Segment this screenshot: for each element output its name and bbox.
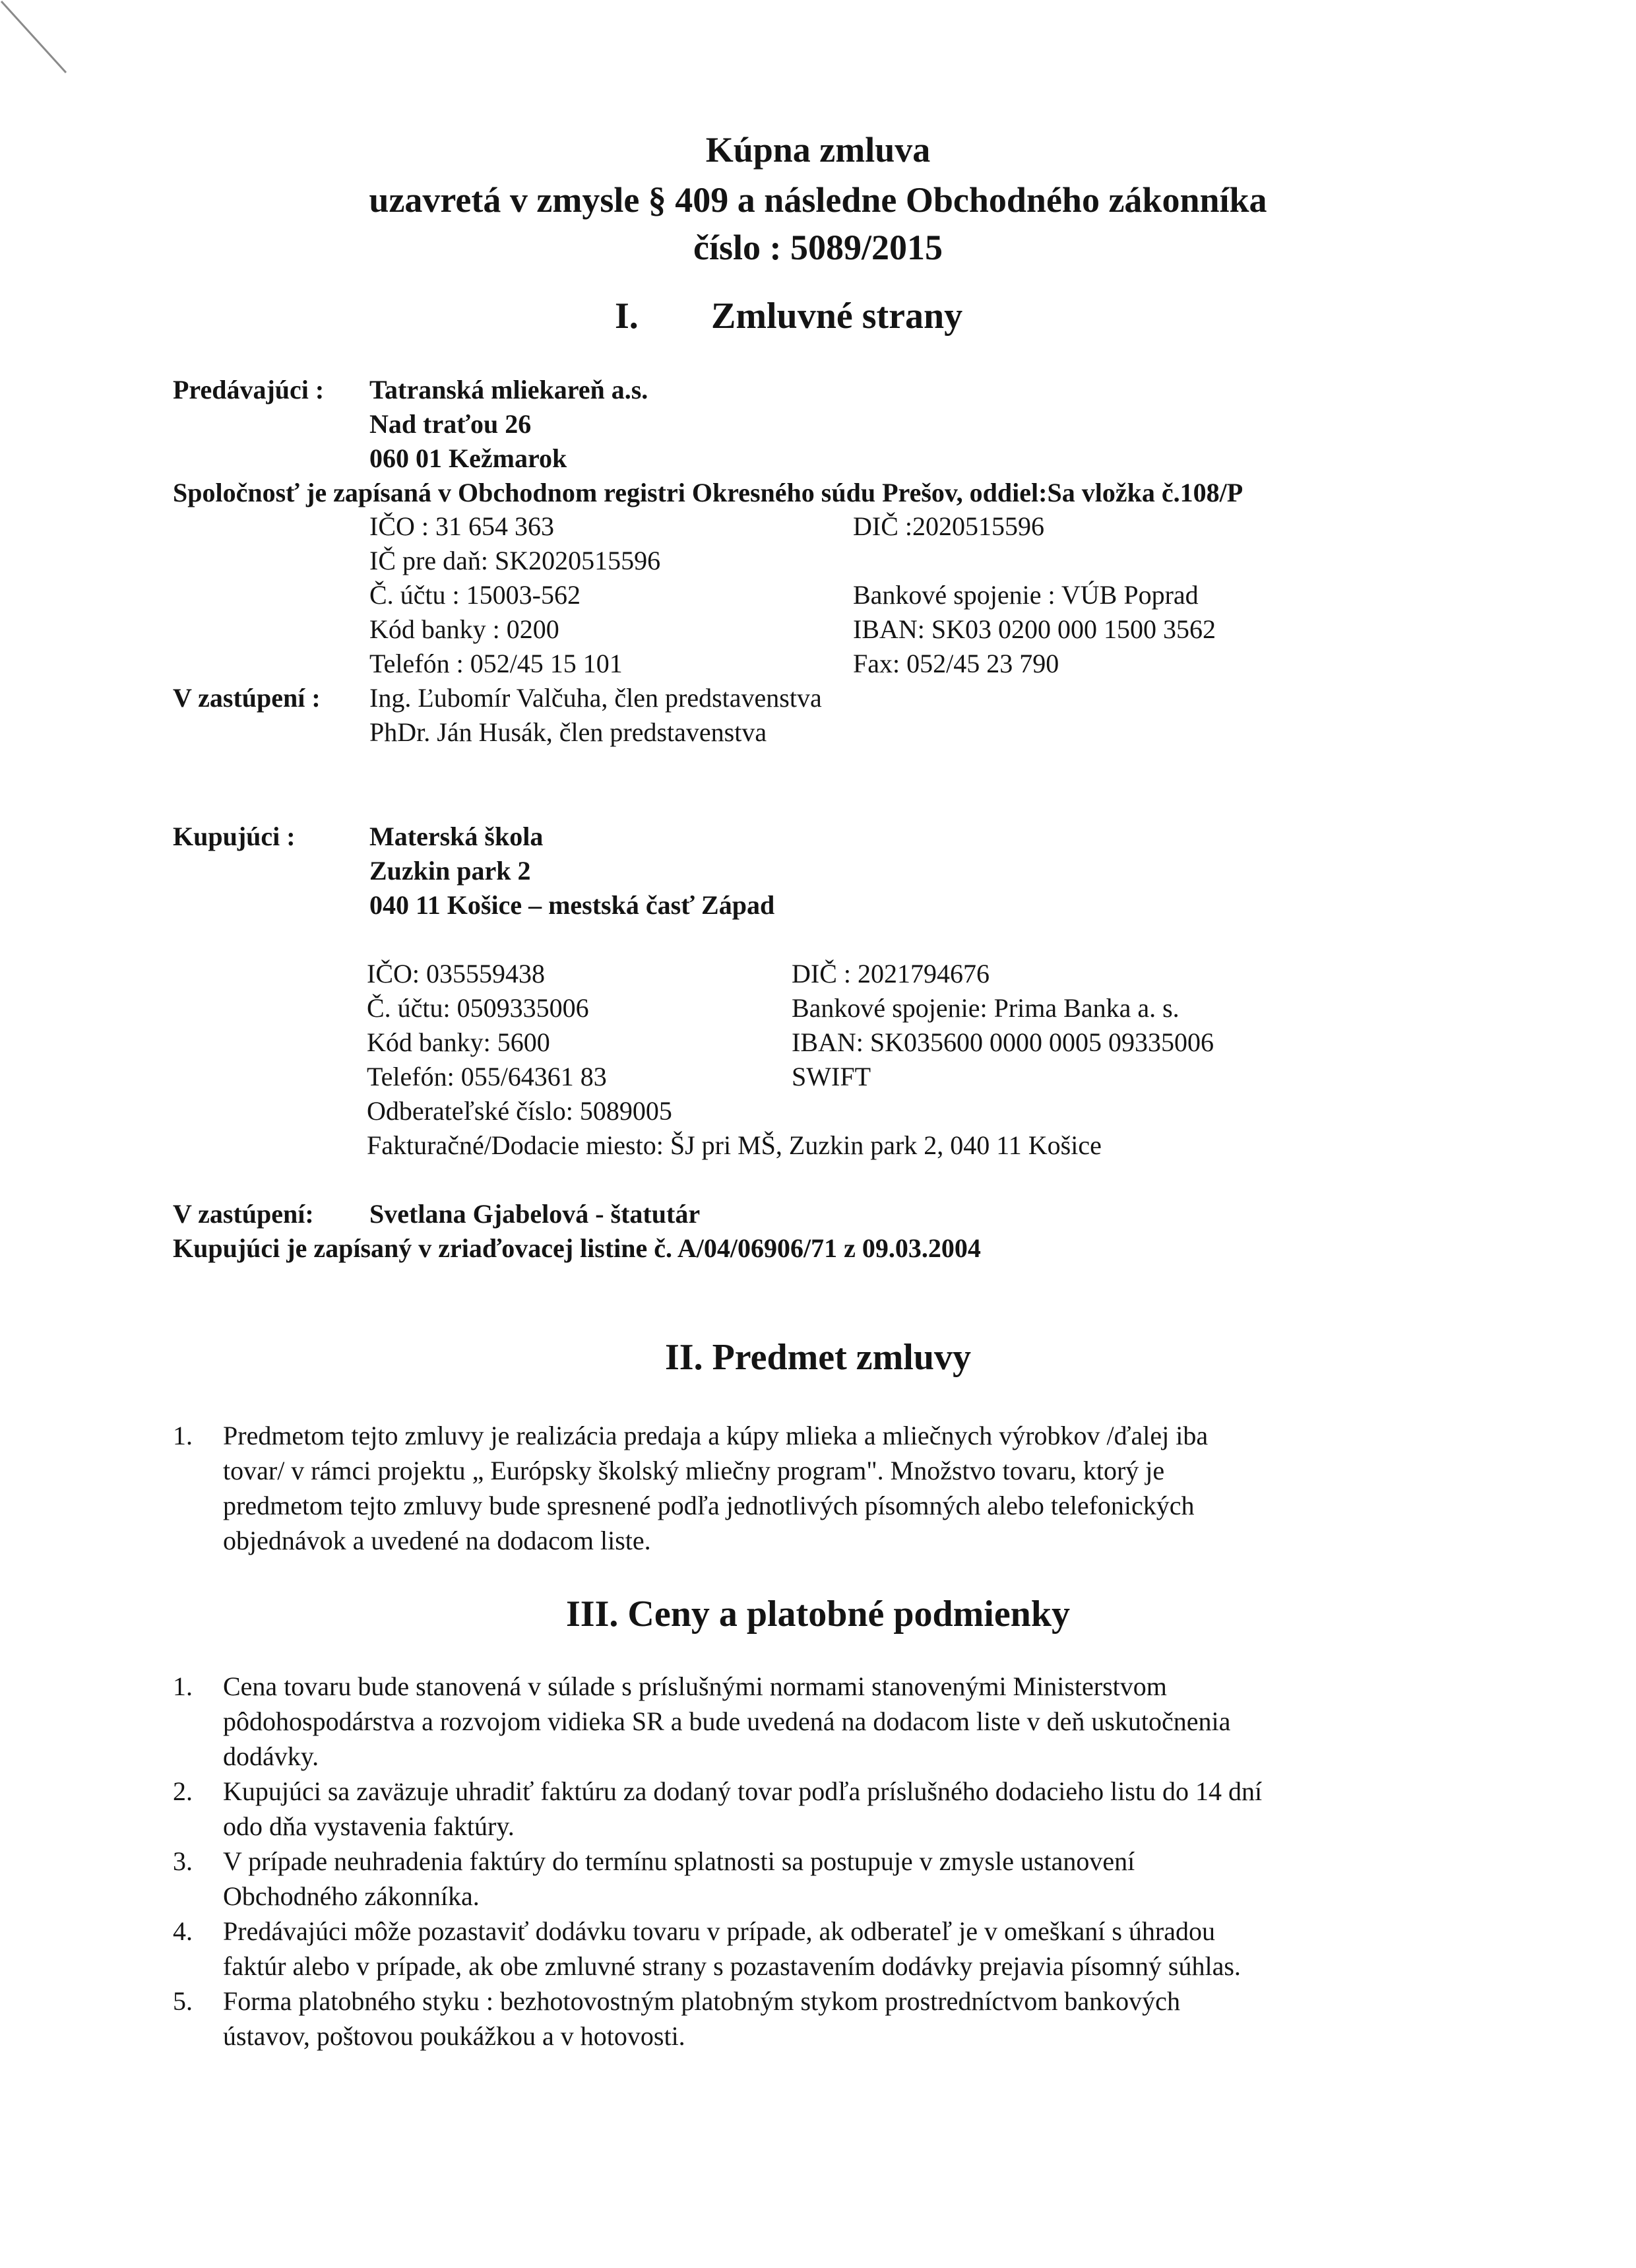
item-line: Kupujúci sa zaväzuje uhradiť faktúru za dodaný tovar podľa príslušného dodacieho listu do 14 dní xyxy=(223,1776,1263,1806)
item-line: ústavov, poštovou poukážkou a v hotovosti. xyxy=(223,2021,685,2051)
seller-rep-2: PhDr. Ján Husák, člen predstavenstva xyxy=(369,717,767,747)
section-3-heading: III. Ceny a platobné podmienky xyxy=(566,1594,1070,1635)
document-title: Kúpna zmluva xyxy=(705,130,931,170)
buyer-account: Č. účtu: 0509335006 xyxy=(367,993,589,1023)
buyer-iban: IBAN: SK035600 0000 0005 09335006 xyxy=(792,1027,1214,1057)
buyer-swift: SWIFT xyxy=(792,1062,871,1091)
seller-ic-dph: IČ pre daň: SK2020515596 xyxy=(369,546,661,575)
item-line: faktúr alebo v prípade, ak obe zmluvné strany s pozastavením dodávky prejavia písomný súhlas. xyxy=(223,1951,1241,1981)
buyer-ico: IČO: 035559438 xyxy=(367,959,545,988)
seller-rep-label: V zastúpení : xyxy=(173,683,321,713)
buyer-customer-number: Odberateľské číslo: 5089005 xyxy=(367,1096,672,1126)
buyer-delivery-place: Fakturačné/Dodacie miesto: ŠJ pri MŠ, Zuzkin park 2, 040 11 Košice xyxy=(367,1130,1102,1160)
document-subtitle: uzavretá v zmysle § 409 a následne Obchodného zákonníka xyxy=(369,180,1267,220)
seller-phone: Telefón : 052/45 15 101 xyxy=(369,649,623,678)
buyer-rep: Svetlana Gjabelová - štatutár xyxy=(369,1199,701,1229)
buyer-bank-code: Kód banky: 5600 xyxy=(367,1027,550,1057)
item-number: 1. xyxy=(173,1671,193,1701)
seller-iban: IBAN: SK03 0200 000 1500 3562 xyxy=(853,614,1216,644)
item-line: objednávok a uvedené na dodacom liste. xyxy=(223,1526,651,1555)
item-line: V prípade neuhradenia faktúry do termínu splatnosti sa postupuje v zmysle ustanovení xyxy=(223,1846,1135,1876)
item-line: tovar/ v rámci projektu „ Európsky školský mliečny program". Množstvo tovaru, ktorý je xyxy=(223,1456,1165,1485)
item-line: odo dňa vystavenia faktúry. xyxy=(223,1811,515,1841)
seller-ico: IČO : 31 654 363 xyxy=(369,511,554,541)
seller-city: 060 01 Kežmarok xyxy=(369,443,567,473)
item-number: 2. xyxy=(173,1776,193,1806)
buyer-registry: Kupujúci je zapísaný v zriaďovacej listine č. A/04/06906/71 z 09.03.2004 xyxy=(173,1233,981,1263)
seller-registry: Spoločnosť je zapísaná v Obchodnom registri Okresného súdu Prešov, oddiel:Sa vložka č.108/P xyxy=(173,478,1243,507)
seller-fax: Fax: 052/45 23 790 xyxy=(853,649,1059,678)
buyer-street: Zuzkin park 2 xyxy=(369,856,531,886)
item-line: Forma platobného styku : bezhotovostným platobným stykom prostredníctvom bankových xyxy=(223,1986,1180,2016)
item-line: Predávajúci môže pozastaviť dodávku tovaru v prípade, ak odberateľ je v omeškaní s úhradou xyxy=(223,1916,1215,1946)
item-line: predmetom tejto zmluvy bude spresnené podľa jednotlivých písomných alebo telefonických xyxy=(223,1491,1195,1520)
seller-name: Tatranská mliekareň a.s. xyxy=(369,375,648,405)
section-1-numeral: I. xyxy=(615,296,639,337)
section-2-heading: II. Predmet zmluvy xyxy=(665,1337,971,1378)
buyer-name: Materská škola xyxy=(369,822,544,851)
item-number: 1. xyxy=(173,1421,193,1450)
buyer-bank: Bankové spojenie: Prima Banka a. s. xyxy=(792,993,1180,1023)
buyer-rep-label: V zastúpení: xyxy=(173,1199,314,1229)
item-number: 3. xyxy=(173,1846,193,1876)
item-line: Cena tovaru bude stanovená v súlade s príslušnými normami stanovenými Ministerstvom xyxy=(223,1671,1167,1701)
item-number: 4. xyxy=(173,1916,193,1946)
buyer-label: Kupujúci : xyxy=(173,822,296,851)
seller-label: Predávajúci : xyxy=(173,375,325,405)
seller-rep-1: Ing. Ľubomír Valčuha, člen predstavenstva xyxy=(369,683,822,713)
seller-account: Č. účtu : 15003-562 xyxy=(369,580,581,610)
item-line: pôdohospodárstva a rozvojom vidieka SR a bude uvedená na dodacom liste v deň uskutočnenia xyxy=(223,1706,1231,1736)
item-line: Obchodného zákonníka. xyxy=(223,1881,480,1911)
buyer-city: 040 11 Košice – mestská časť Západ xyxy=(369,890,775,920)
item-line: Predmetom tejto zmluvy je realizácia predaja a kúpy mlieka a mliečnych výrobkov /ďalej iba xyxy=(223,1421,1209,1450)
seller-street: Nad traťou 26 xyxy=(369,409,532,439)
item-number: 5. xyxy=(173,1986,193,2016)
section-1-heading: Zmluvné strany xyxy=(711,296,963,337)
seller-bank: Bankové spojenie : VÚB Poprad xyxy=(853,580,1199,610)
buyer-phone: Telefón: 055/64361 83 xyxy=(367,1062,607,1091)
scan-mark xyxy=(0,0,79,86)
item-line: dodávky. xyxy=(223,1741,319,1771)
seller-bank-code: Kód banky : 0200 xyxy=(369,614,559,644)
contract-number: číslo : 5089/2015 xyxy=(693,228,943,267)
seller-dic: DIČ :2020515596 xyxy=(853,511,1044,541)
buyer-dic: DIČ : 2021794676 xyxy=(792,959,990,988)
